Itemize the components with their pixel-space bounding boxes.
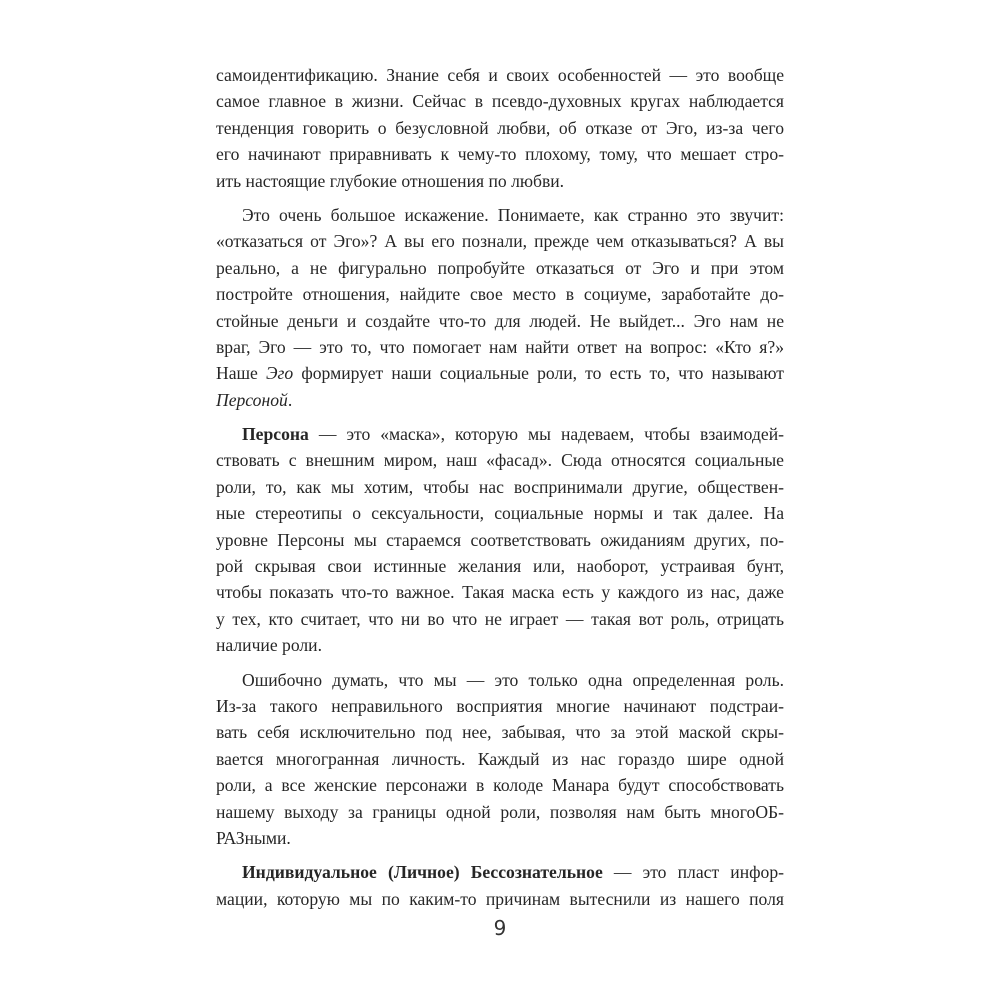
text-run: — это «маска», которую мы надеваем, чтобы взаимодей- <box>308 424 784 445</box>
paragraph-gap <box>216 659 784 667</box>
text-line: вать себя исключительно под нее, забывая, что за этой маской скры- <box>216 722 784 743</box>
bold-term: Персона <box>242 424 309 445</box>
text-line: постройте отношения, найдите свое место в социуме, заработайте до- <box>216 284 784 305</box>
text-line: наличие роли. <box>216 635 323 656</box>
text-run: формирует наши социальные роли, то есть то, что называют <box>293 363 784 384</box>
text-line: уровне Персоны мы стараемся соответствовать ожиданиям других, по- <box>216 529 784 550</box>
text-line: Это очень большое искажение. Понимаете, как странно это звучит: <box>242 204 784 225</box>
text-line: ить настоящие глубокие отношения по любви. <box>216 170 565 191</box>
text-line: самоидентификацию. Знание себя и своих особенностей — это вообще <box>216 65 784 85</box>
italic-term: Эго <box>266 363 294 384</box>
text-line: рой скрывая свои истинные желания или, наоборот, устраивая бунт, <box>216 556 784 577</box>
text-line: роли, а все женские персонажи в колоде Манара будут способствовать <box>216 775 784 796</box>
paragraph-4 <box>216 667 784 852</box>
text-line: Ошибочно думать, что мы — это только одна определенная роль. <box>242 669 784 690</box>
text-line: роли, то, как мы хотим, чтобы нас воспринимали другие, обществен- <box>216 476 784 497</box>
italic-term: Персоной <box>216 389 288 410</box>
text-line <box>216 360 784 386</box>
text-line: мации, которую мы по каким-то причинам вытеснили из нашего поля <box>216 888 784 909</box>
text-line: РАЗными. <box>216 827 291 848</box>
text-line: «отказаться от Эго»? А вы его познали, прежде чем отказываться? А вы <box>216 231 784 252</box>
text-line: ствовать с внешним миром, наш «фасад». Сюда относятся социальные <box>216 450 784 471</box>
text-line: у тех, кто считает, что ни во что не играет — такая вот роль, отрицать <box>216 608 784 629</box>
text-line: ные стереотипы о сексуальности, социальные нормы и так далее. На <box>216 503 784 524</box>
text-run: Наше <box>216 363 267 384</box>
text-line: вается многогранная личность. Каждый из нас гораздо шире одной <box>216 748 784 769</box>
text-line <box>216 859 784 885</box>
text-line: враг, Эго — это то, что помогает нам найти ответ на вопрос: «Кто я?» <box>216 336 784 357</box>
text-run: . <box>287 389 293 410</box>
text-run: — это пласт инфор- <box>602 862 784 883</box>
text-line: тенденция говорить о безусловной любви, об отказе от Эго, из-за чего <box>216 117 784 138</box>
paragraph-3 <box>216 421 784 659</box>
text-line: реально, а не фигурально попробуйте отказаться от Эго и при этом <box>216 257 784 278</box>
bold-term: Индивидуальное (Личное) Бессознательное <box>242 862 603 883</box>
text-line: нашему выходу за границы одной роли, позволяя нам быть многоОБ- <box>216 801 784 822</box>
page-number: 9 <box>493 916 507 940</box>
paragraph-gap <box>216 851 784 859</box>
paragraph-2 <box>216 202 784 413</box>
paragraph-gap <box>216 413 784 421</box>
text-line: его начинают приравнивать к чему-то плохому, тому, что мешает стро- <box>216 144 784 165</box>
text-line: самое главное в жизни. Сейчас в псевдо-духовных кругах наблюдается <box>216 91 784 112</box>
text-line: стойные деньги и создайте что-то для людей. Не выйдет... Эго нам не <box>216 310 784 331</box>
text-line: Из-за такого неправильного восприятия многие начинают подстраи- <box>216 695 784 716</box>
paragraph-1 <box>216 62 784 194</box>
text-line <box>216 387 784 413</box>
text-line <box>216 421 784 447</box>
paragraph-gap <box>216 194 784 202</box>
body-text <box>216 62 784 912</box>
text-line: чтобы показать что-то важное. Такая маска есть у каждого из нас, даже <box>216 582 784 603</box>
paragraph-5 <box>216 859 784 912</box>
